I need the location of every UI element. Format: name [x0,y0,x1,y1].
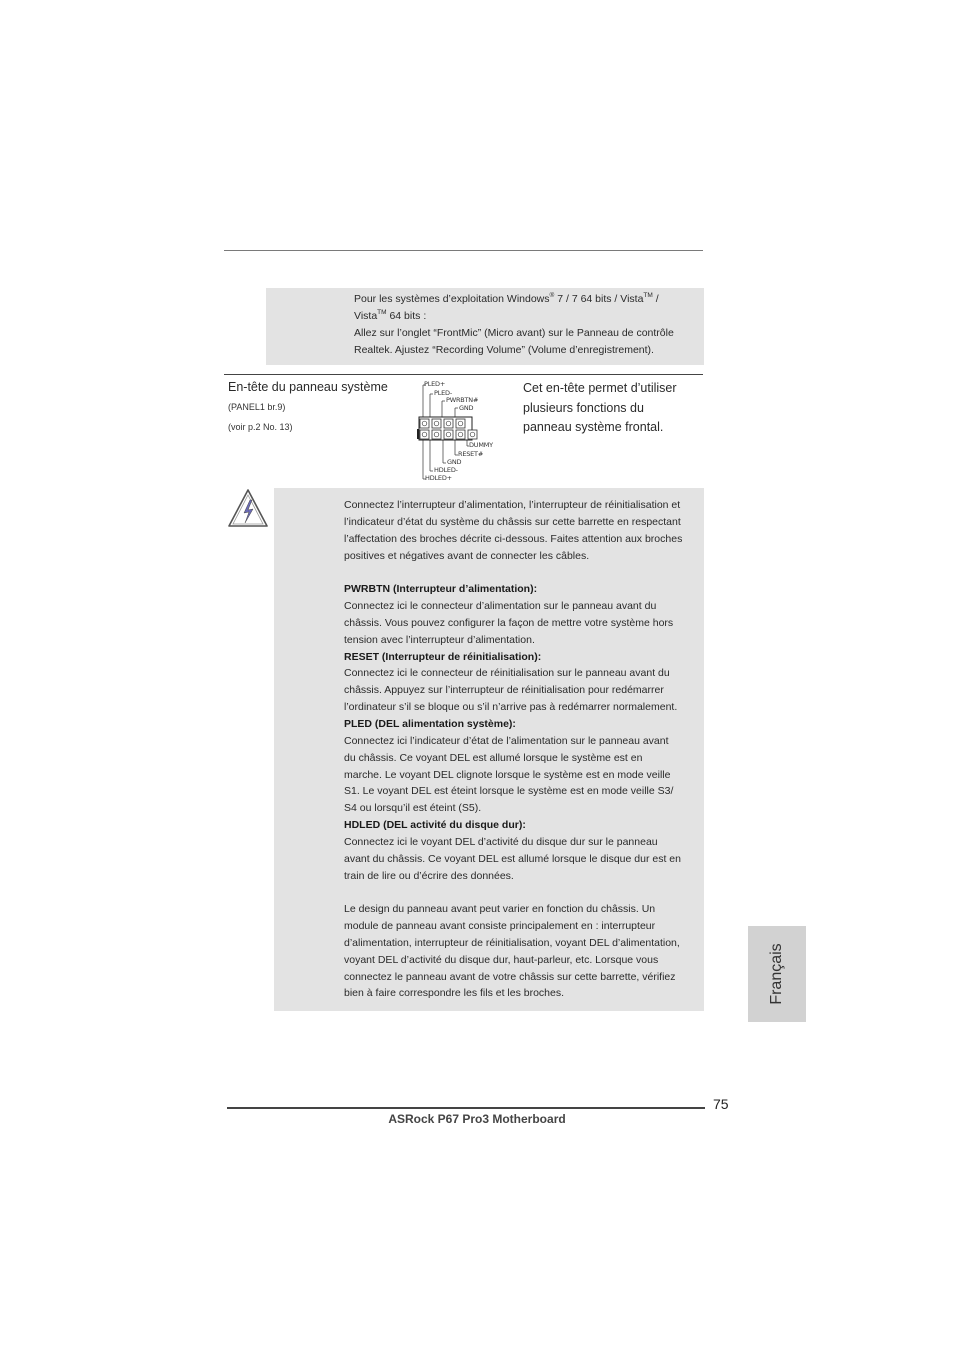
pwrbtn-heading: PWRBTN (Interrupteur d’alimentation): [344,583,538,596]
warning-triangle-lightning-icon [227,488,269,528]
language-tab-label: Français [768,943,785,1005]
audio-note-text [354,291,702,359]
pwrbtn-line: tension avec l’interrupteur d’alimentation. [344,633,535,646]
hdled-line: train de lire ou d’écrire des données. [344,869,514,882]
front-panel-note-line: connectez le panneau avant de votre châssis sur cette barrette, vérifiez [344,970,676,983]
audio-note-line-2: Vista™ 64 bits : [354,309,427,322]
pin-label-pwrbtn: PWRBTN# [446,396,479,404]
panel-header-desc-line-3: panneau système frontal. [523,420,664,434]
pin-label-gnd-2: GND [447,458,462,466]
panel-header-desc-line-1: Cet en-tête permet d’utiliser [523,381,677,395]
audio-note-line-3: Allez sur l’onglet “FrontMic” (Micro avant) sur le Panneau de contrôle [354,327,674,339]
reset-line: châssis. Appuyez sur l’interrupteur de réinitialisation pour redémarrer [344,684,664,697]
hdled-line: avant du châssis. Ce voyant DEL est allumé lorsque le disque dur est en [344,852,681,865]
pwrbtn-line: châssis. Vous pouvez configurer la façon de mettre votre système hors [344,616,674,629]
front-panel-note-line: voyant DEL d’activité du disque dur, haut-parleur, etc. Lorsque vous [344,953,659,966]
reset-line: l’ordinateur s’il se bloque ou s’il n’arrive pas à redémarrer normalement. [344,701,678,714]
warning-body-text [344,497,706,1002]
reset-line: Connectez ici le connecteur de réinitialisation sur le panneau avant du [344,667,670,680]
pin-label-pled-minus: PLED- [434,389,452,397]
front-panel-note-line: bien à faire correspondre les fils et les broches. [344,987,565,1000]
panel-pinout-diagram [412,380,497,480]
front-panel-note-line: module de panneau avant consiste principalement en : interrupteur [344,920,656,933]
top-rule [224,250,703,251]
audio-note-line-1: Pour les systèmes d’exploitation Windows® 7 / 7 64 bits / Vista™ / [354,292,659,305]
pled-line: du châssis. Ce voyant DEL est allumé lorsque le système est en [344,751,643,764]
pled-heading: PLED (DEL alimentation système): [344,717,516,730]
page-number: 75 [713,1096,729,1112]
panel-header-desc-line-2: plusieurs fonctions du [523,400,644,415]
warning-line: positives et négatives avant de connecter les câbles. [344,549,590,562]
front-panel-note-line: Le design du panneau avant peut varier en fonction du châssis. Un [344,903,656,916]
pwrbtn-line: Connectez ici le connecteur d’alimentation sur le panneau avant du [344,600,657,613]
pled-line: S1. Le voyant DEL est éteint lorsque le système est en mode veille S3/ [344,785,674,798]
pin-label-reset: RESET# [458,450,484,458]
audio-note-line-4: Realtek. Ajustez “Recording Volume” (Volume d’enregistrement). [354,344,654,356]
panel-header-description [523,379,708,438]
pin-label-dummy: DUMMY [469,441,493,449]
reset-heading: RESET (Interrupteur de réinitialisation): [344,650,542,663]
language-tab [748,926,806,1022]
section-rule [224,374,703,375]
warning-line: l’affectation des broches décrite ci-dessous. Faites attention aux broches [344,532,683,545]
footer-rule [227,1107,705,1109]
pled-line: Connectez ici l’indicateur d’état de l’alimentation sur le panneau avant [344,734,669,747]
panel-header-ref: (PANEL1 br.9) [228,402,286,412]
panel-header-page-ref: (voir p.2 No. 13) [228,422,293,432]
hdled-heading: HDLED (DEL activité du disque dur): [344,819,526,832]
pin-label-hdled-minus: HDLED- [434,466,458,474]
warning-line: Connectez l’interrupteur d’alimentation, l’interrupteur de réinitialisation et [344,499,681,511]
pin-label-gnd: GND [459,404,474,412]
pled-line: marche. Le voyant DEL clignote lorsque le système est en mode veille [344,768,671,781]
warning-line: l’indicateur d’état du système du châssis sur cette barrette en respectant [344,515,681,528]
front-panel-note-line: d’alimentation, interrupteur de réinitialisation, voyant DEL d’alimentation, [344,936,680,949]
pin-label-hdled-plus: HDLED+ [425,474,452,480]
footer-product-name: ASRock P67 Pro3 Motherboard [388,1112,566,1126]
hdled-line: Connectez ici le voyant DEL d’activité du disque dur sur le panneau [344,835,658,848]
pin-label-pled-plus: PLED+ [424,380,446,388]
panel-header-title: En-tête du panneau système [228,380,388,394]
pled-line: S4 ou lorsqu’il est éteint (S5). [344,802,482,815]
